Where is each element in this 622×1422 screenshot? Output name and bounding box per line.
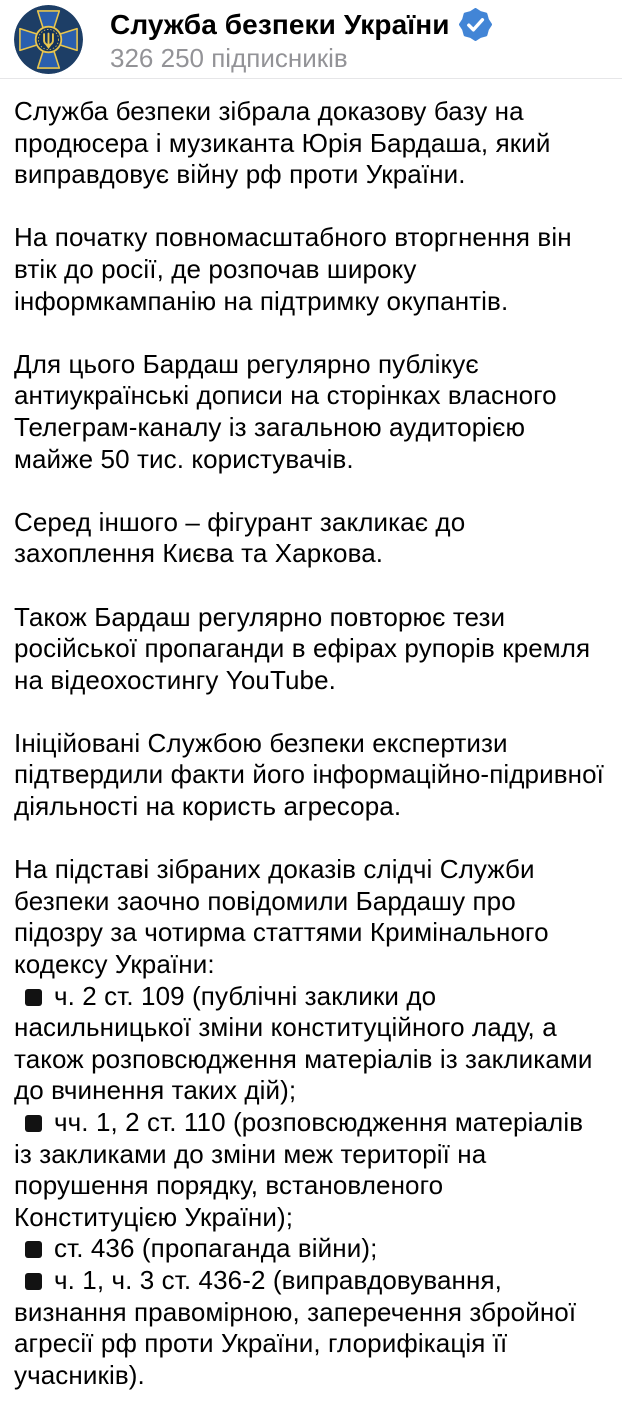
- channel-title[interactable]: Служба безпеки України: [110, 8, 450, 40]
- subscriber-count: 326 250 підписників: [110, 43, 348, 73]
- black-square-bullet-icon: [25, 1273, 42, 1290]
- sbu-emblem-icon: [14, 5, 83, 74]
- channel-header: [0, 0, 622, 78]
- post-paragraph: Ініційовані Службою безпеки експертизи підтвердили факти його інформаційно-підривної діяльності на користь агресора.: [14, 727, 604, 822]
- list-item-text: ст. 436 (пропаганда війни);: [54, 1233, 378, 1264]
- black-square-bullet-icon: [25, 1241, 42, 1258]
- post-paragraph: На початку повномасштабного вторгнення він втік до росії, де розпочав широку інформкампанію на підтримку окупантів.: [14, 222, 572, 316]
- post-paragraph: Для цього Бардаш регулярно публікує антиукраїнські дописи на сторінках власного Телеграм-каналу із загальною аудиторією майже 50 тис. користувачів.: [14, 348, 557, 474]
- list-item: [14, 1265, 604, 1391]
- post-paragraph: На підставі зібраних доказів слідчі Служби безпеки заочно повідомили Бардашу про підозру за чотирма статтями Кримінального кодексу України:: [14, 854, 549, 980]
- list-item: [14, 981, 604, 1107]
- post-paragraph: Серед іншого – фігурант закликає до захоплення Києва та Харкова.: [14, 506, 466, 569]
- list-item-text: ч. 2 ст. 109 (публічні заклики до насильницької зміни конституційного ладу, а також розповсюдження матеріалів із закликами до вчинення таких дій);: [14, 980, 593, 1106]
- post-paragraph: Також Бардаш регулярно повторює тези російської пропаганди в ефірах рупорів кремля на відеохостингу YouTube.: [14, 601, 591, 695]
- list-item-text: ч. 1, ч. 3 ст. 436-2 (виправдовування, визнання правомірною, заперечення збройної агресії рф проти України, глорифікація її учасників).: [14, 1264, 577, 1390]
- post-text: [0, 79, 622, 1411]
- post-paragraph: Служба безпеки зібрала доказову базу на продюсера і музиканта Юрія Бардаша, який виправдовує війну рф проти України.: [14, 96, 551, 190]
- black-square-bullet-icon: [25, 989, 42, 1006]
- channel-avatar[interactable]: [14, 5, 83, 74]
- list-item-text: чч. 1, 2 ст. 110 (розповсюдження матеріалів із закликами до зміни меж території на порушення порядку, встановленого Конституцією України);: [14, 1107, 584, 1232]
- list-item: [14, 1107, 604, 1233]
- verified-checkmark-icon: [459, 8, 492, 41]
- black-square-bullet-icon: [25, 1115, 42, 1132]
- list-item: [14, 1233, 604, 1265]
- channel-header-text: [110, 4, 492, 72]
